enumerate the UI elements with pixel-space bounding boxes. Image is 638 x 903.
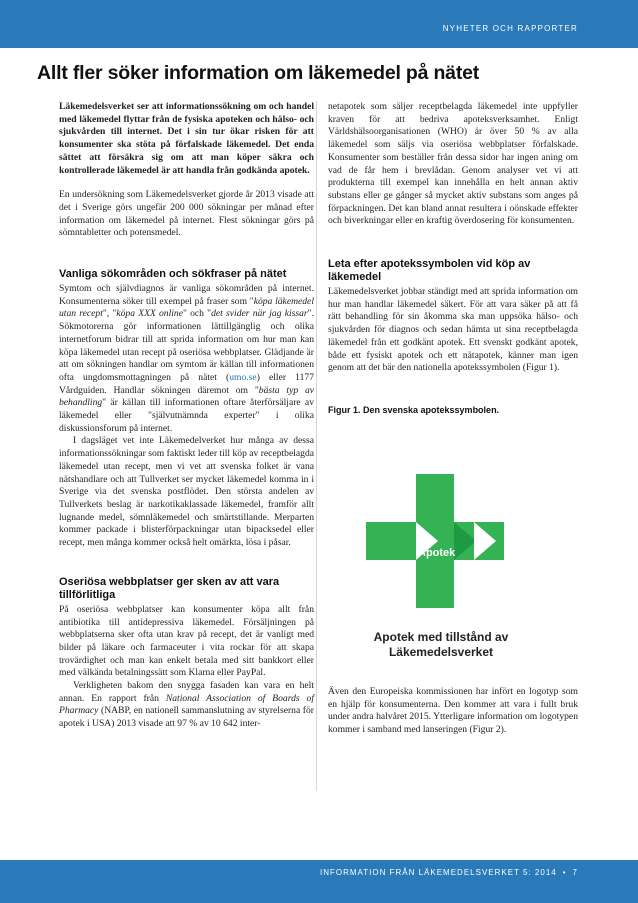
nabp-name: National Association of Boards of Pharmacy bbox=[59, 692, 314, 717]
heading-oserious: Oseriösa webbplatser ger sken av att vara tillförlitliga bbox=[59, 575, 280, 601]
logo-caption-line-1: Apotek med tillstånd av bbox=[373, 629, 509, 644]
page-number: 7 bbox=[572, 868, 578, 877]
column-divider bbox=[316, 101, 317, 791]
quote-4: bästa typ av behandling bbox=[59, 384, 315, 409]
symbol-paragraph: Läkemedelsverket jobbar ständigt med att sprida information om hur man handlar läkemedel säkert. För att vara säker på att få rätt behandling för sin åkomma ska man uppsöka hälso- och sjukvården för diagnos och sedan hämta ut sina receptbelagda läkemedel från ett godkänt apotek. Ett svenskt godkänt apotek, både ett fysiskt apotek och ett nätapotek, känner man igen genom att det bär den nationella apotekssymbolen (Figur 1). bbox=[328, 286, 578, 374]
umo-link[interactable]: umo.se bbox=[229, 371, 257, 383]
heading-symbol: Leta efter apotekssymbolen vid köp av läkemedel bbox=[328, 258, 531, 284]
search-paragraph-2: I dagsläget vet inte Läkemedelverket hur många av dessa informationssökningar som faktiskt leder till köp av receptbelagda läkemedel utan recept, men vi vet att svenska folket är vana nätshandlare och att Tullverket ser mycket läkemedel komma in i Sverige via det svenska postflödet. Den största andelen av Tullverkets beslag är narkotikaklassade läkemedel, framför allt lugnande medel, sömnläkemedel och smärtstillande. Merparten kommer packade i blisterförpackningar utan bipacksedel eller recept, men många kommer också helt omärkta, lösa i påsar. bbox=[59, 435, 314, 549]
quote-1: köpa läkemedel utan recept bbox=[59, 295, 314, 320]
footer-text: INFORMATION FRÅN LÄKEMEDELSVERKET 5: 2014 • 7 bbox=[319, 868, 578, 877]
header-bar bbox=[0, 0, 638, 48]
logo-badge-text: Apotek bbox=[418, 546, 456, 559]
right-column bbox=[328, 101, 578, 737]
logo-caption-line-2: Läkemedelsverket bbox=[388, 644, 494, 659]
left-column bbox=[59, 101, 314, 731]
page-title: Allt fler söker information om läkemedel på nätet bbox=[37, 62, 480, 84]
oserious-paragraph-1: På oseriösa webbplatser kan konsumenter köpa allt från antibiotika till antidepressiva läkemedel. Försäljningen på webbplatserna sker ofta utan krav på recept, det är vanligt med bilder på läkare och farmaceuter i vita rockar för att skapa trovärdighet och man kan enkelt betala med sitt bankkort eller med välkända betalningssätt som Klarna eller PayPal. bbox=[59, 603, 314, 679]
section-label: NYHETER OCH RAPPORTER bbox=[442, 24, 578, 33]
oserious-paragraph-2: Verkligheten bakom den snygga fasaden kan vara en helt annan. En rapport från National Association of Boards of Pharmacy (NABP, en nationell sammanslutning av styrelserna för apotek i USA) 2013 visade att 97 % av 10 642 inter- bbox=[59, 680, 314, 730]
logo-caption bbox=[346, 630, 536, 660]
intro-paragraph: En undersökning som Läkemedelsverket gjorde år 2013 visade att det i Sverige görs ungefär 200 000 sökningar per månad efter information om läkemedel på internet. Flest sökningar görs på sömntabletter och potensmedel. bbox=[59, 189, 314, 239]
heading-search: Vanliga sökområden och sökfraser på nätet bbox=[59, 268, 287, 281]
quote-2: köpa XXX online bbox=[116, 308, 183, 320]
figure-caption: Figur 1. Den svenska apotekssymbolen. bbox=[328, 404, 500, 415]
apotek-symbol-icon bbox=[346, 436, 536, 626]
quote-3: det svider när jag kissar bbox=[211, 308, 308, 320]
search-paragraph-1: Symtom och självdiagnos är vanliga sökområden på internet. Konsumenterna söker till exempel på fraser som "köpa läkemedel utan recept", "köpa XXX online" och "det svider när jag kissar". Sökmotorerna gör informationen lättillgänglig och olika internetforum bidrar till att sprida information om hur man kan köpa läkemedel utan recept på oseriösa webbplatser. Glädjande är att om sökningen handlar om symtom är källan till informationen ofta ungdomsmottagningen på nätet (umo.se) eller 1177 Vårdguiden. Handlar sökningen däremot om "bästa typ av behandling" är källan till informationen oftare återförsäljare av läkemedel eller "självutnämnda experter" i olika diskussionsforum på internet. bbox=[59, 283, 315, 434]
footer-bar bbox=[0, 860, 638, 903]
lead-paragraph: Läkemedelsverket ser att informationssökning om och handel med läkemedel flyttar från de fysiska apoteken och hälso- och sjukvården till internet. Det i sin tur ökar risken för att konsumenter ska stöta på förfalskade läkemedel. Det enda sättet att försäkra sig om att man köper säkra och kontrollerade läkemedel är att handla från godkända apotek. bbox=[59, 101, 314, 176]
apotek-logo bbox=[346, 436, 536, 659]
eu-paragraph: Även den Europeiska kommissionen har infört en logotyp som en hjälp för konsumenterna. Den kommer att vara i fullt bruk under andra halvåret 2015. Ytterligare information om logotypen kommer i samband med lanseringen (Figur 2). bbox=[328, 685, 578, 736]
continued-paragraph: netapotek som säljer receptbelagda läkemedel inte uppfyller kraven för att bedriva apoteksverksamhet. Enligt Världshälsoorganisationen (WHO) är över 50 % av alla läkemedel som säljs via oseriösa webbplatser förfalskade. Konsumenter som beställer från dessa sidor har ingen aning om vad de får hem i brevlådan. Genom analyser vet vi att produkterna till exempel kan innehålla en helt annan aktiv substans eller ge gånger så mycket aktiv substans som anges på förpackningen. Det kan bland annat resultera i oönskade effekter och biverkningar eller en kraftig överdosering för konsumenten. bbox=[328, 101, 578, 227]
